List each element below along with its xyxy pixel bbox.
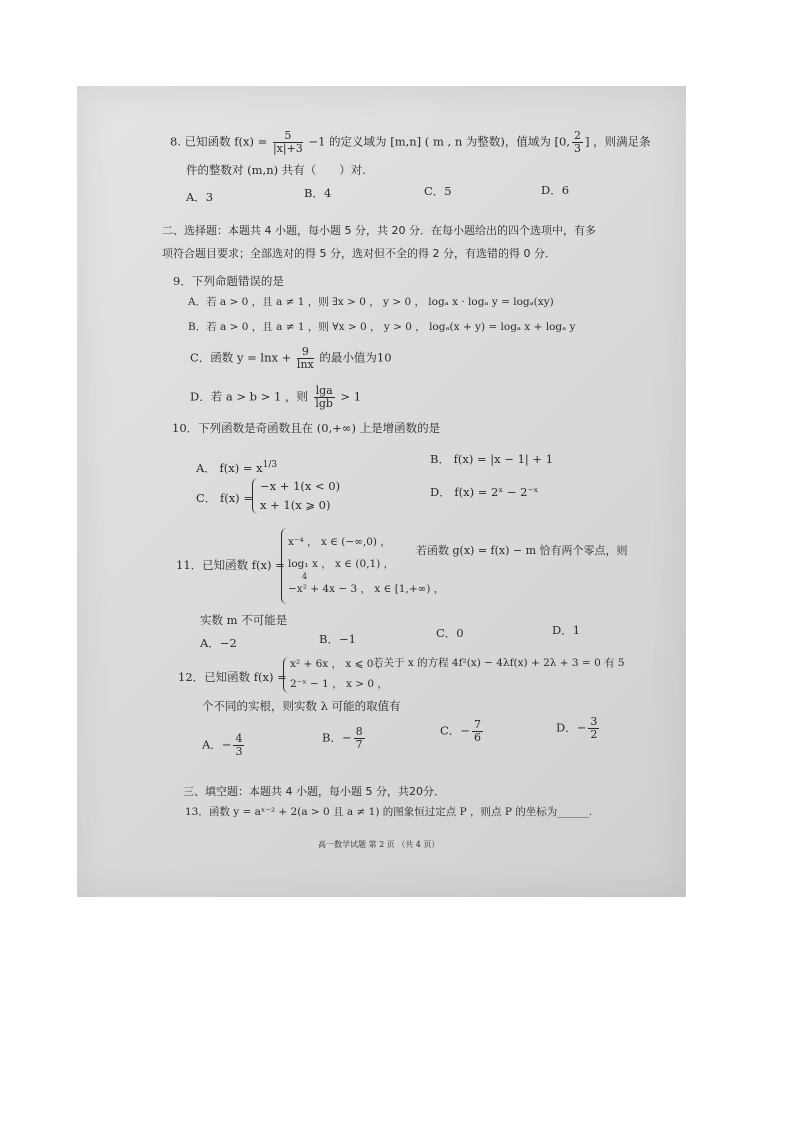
- q12-b-fraction: [354, 726, 365, 751]
- q8-option-b: B．4: [304, 186, 332, 200]
- q12-tail: 若关于 x 的方程 4f²(x) − 4λf(x) + 2λ + 3 = 0 有 5: [373, 657, 625, 669]
- q11-case1: x⁻⁴ ， x ∈ (−∞,0) ，: [288, 536, 391, 548]
- q9-option-c: [190, 346, 392, 371]
- q12-a-label: A．−: [202, 737, 232, 752]
- section2-line1: 二、选择题：本题共 4 小题，每小题 5 分，共 20 分．在每小题给出的四个选项中，有多: [162, 224, 596, 237]
- q12-c-label: C．−: [440, 723, 470, 738]
- q12-option-c: [440, 719, 485, 744]
- q8-option-c: C．5: [424, 184, 452, 198]
- section3-line1: 三、填空题：本题共 4 小题，每小题 5 分，共20分．: [183, 785, 445, 798]
- q12-option-b: [322, 726, 367, 751]
- q13-text: 13．函数 y = aˣ⁻² + 2(a > 0 且 a ≠ 1) 的图象恒过定点 P ，则点 P 的坐标为______.: [185, 806, 593, 818]
- q12-brace: [283, 657, 290, 693]
- q10-option-d: D． f(x) = 2ˣ − 2⁻ˣ: [430, 485, 539, 499]
- q9-c-fraction: [297, 346, 314, 371]
- q8-text-b: −1 的定义域为 [m,n] ( m , n 为整数)，值域为 [0,: [308, 134, 570, 149]
- q12-d-fraction: [588, 716, 599, 741]
- q8-range-num: 2: [574, 129, 581, 142]
- q10-option-a: [196, 458, 277, 475]
- q9-c-num: 9: [297, 346, 314, 359]
- q12-d-label: D．−: [556, 720, 587, 735]
- q12-b-den: 7: [355, 738, 363, 751]
- q11-case2: [288, 557, 394, 571]
- q9-c-text-b: 的最小值为10: [319, 350, 392, 365]
- q12-d-den: 2: [590, 728, 598, 741]
- q11-tail: 若函数 g(x) = f(x) − m 恰有两个零点，则: [416, 544, 628, 557]
- q9-stem: 9．下列命题错误的是: [173, 274, 284, 288]
- q9-c-den: lnx: [296, 358, 314, 371]
- q11-option-d: D．1: [552, 623, 581, 637]
- q10-a-text: A． f(x) = x: [196, 460, 263, 475]
- q9-d-num: lga: [315, 384, 333, 397]
- q12-a-fraction: [233, 733, 244, 758]
- q9-option-a: A．若 a > 0 ，且 a ≠ 1 ，则 ∃x > 0 ， y > 0 ， logₐ x · logₐ y = logₐ(xy): [188, 296, 554, 308]
- q12-c-den: 6: [473, 731, 481, 744]
- exam-photo: [77, 86, 686, 897]
- q9-option-b: B．若 a > 0 ，且 a ≠ 1 ，则 ∀x > 0 ， y > 0 ， logₐ(x + y) = logₐ x + logₐ y: [188, 321, 576, 333]
- q12-line2: 个不同的实根，则实数 λ 可能的取值有: [202, 699, 401, 713]
- q8-frac-den: |x|+3: [272, 142, 303, 155]
- section2-line2: 项符合题目要求；全部选对的得 5 分，选对但不全的得 2 分，有选错的得 0 分．: [162, 247, 556, 260]
- q8-range-fraction: [572, 130, 583, 155]
- q8-range-den: 3: [574, 142, 581, 155]
- q9-d-fraction: [314, 385, 335, 410]
- q9-c-text-a: C．函数 y = lnx +: [190, 350, 292, 365]
- page-footer: 高一数学试题 第 2 页 （共 4 页）: [318, 840, 440, 849]
- q10-c-brace: [252, 478, 259, 514]
- q11-case3: −x² + 4x − 3 ， x ∈ [1,+∞) ，: [288, 583, 445, 595]
- q10-c-case1: −x + 1(x < 0): [260, 479, 341, 493]
- q8-text-c: ] ，则满足条: [585, 134, 651, 149]
- q11-option-b: B．−1: [319, 632, 356, 646]
- q9-option-d: [190, 385, 361, 410]
- q8-frac-num: 5: [273, 130, 303, 143]
- q12-case1: x² + 6x ， x ⩽ 0 ，: [290, 658, 388, 670]
- q12-option-d: [556, 716, 601, 741]
- q12-d-num: 3: [590, 715, 598, 728]
- q10-stem: 10．下列函数是奇函数且在 (0,+∞) 上是增函数的是: [172, 421, 441, 435]
- q10-option-c-head: C． f(x) =: [196, 491, 253, 505]
- q8-option-a: A．3: [186, 190, 214, 204]
- q11-option-c: C．0: [436, 626, 464, 640]
- q8-fraction: [273, 130, 303, 155]
- q9-d-text-a: D．若 a > b > 1 ，则: [190, 389, 308, 404]
- q11-case2-text: log₁ x ， x ∈ (0,1) ，: [288, 558, 395, 570]
- q12-option-a: [202, 733, 246, 758]
- q10-a-exponent: 1/3: [262, 460, 278, 470]
- q8-option-d: D．6: [541, 183, 570, 197]
- q12-c-num: 7: [473, 718, 481, 731]
- q11-log-base: 4: [302, 572, 308, 581]
- q8-line2: 件的整数对 (m,n) 共有（ ）对.: [186, 163, 366, 177]
- q12-head: 12．已知函数 f(x) =: [178, 670, 287, 684]
- q12-c-fraction: [472, 719, 483, 744]
- q12-b-label: B．−: [322, 730, 352, 745]
- q12-a-den: 3: [235, 745, 243, 758]
- q8-line1: [170, 130, 651, 155]
- q12-b-num: 8: [355, 725, 363, 738]
- q11-head: 11．已知函数 f(x) =: [176, 558, 285, 572]
- q8-text-a: 8. 已知函数 f(x) =: [170, 134, 268, 149]
- q12-case2: 2⁻ˣ − 1 ， x > 0 ，: [290, 678, 388, 690]
- q10-c-case2: x + 1(x ⩾ 0): [260, 498, 331, 512]
- q11-line2: 实数 m 不可能是: [200, 613, 288, 627]
- q10-option-b: B． f(x) = |x − 1| + 1: [430, 452, 554, 466]
- q12-a-num: 4: [235, 732, 243, 745]
- q9-d-den: lgb: [315, 397, 333, 410]
- q11-option-a: A．−2: [200, 636, 237, 650]
- q9-d-text-b: > 1: [340, 389, 362, 404]
